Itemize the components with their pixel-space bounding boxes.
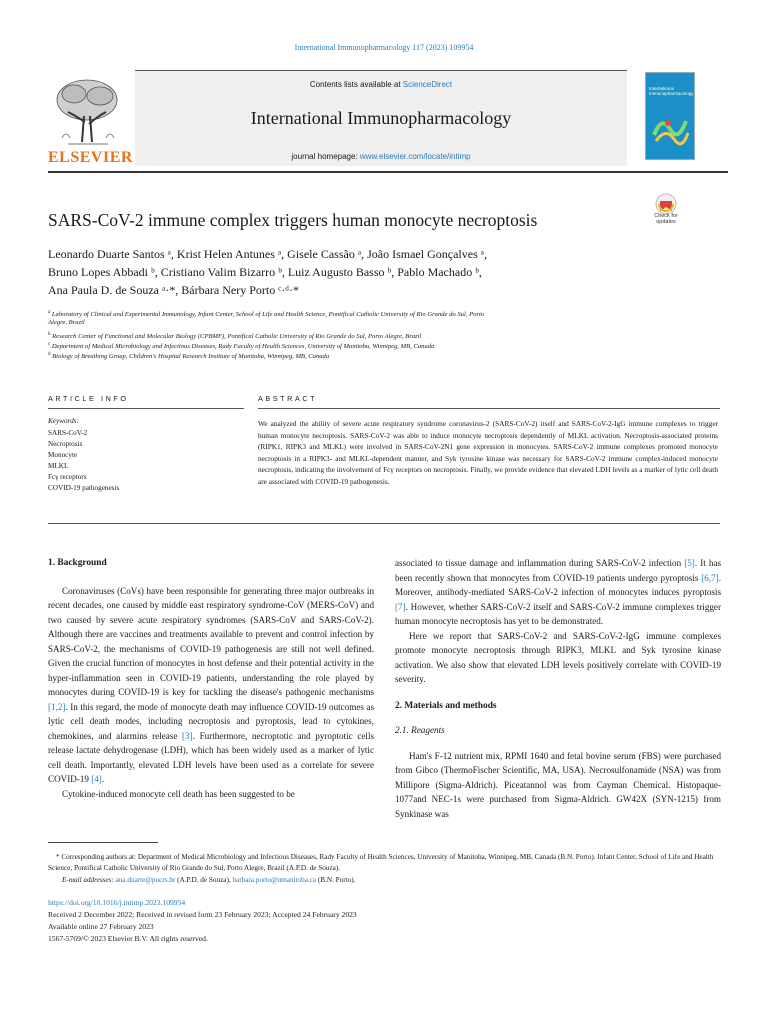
affiliation-marker: d [48,352,51,357]
journal-homepage-link[interactable]: www.elsevier.com/locate/intimp [359,152,471,161]
affiliation-text: Research Center of Functional and Molecular Biology (CPBMF), Pontifical Catholic University of Rio Grande do Sul, Porto Alegre, Brazil [52,333,422,341]
affiliation-marker: a [48,310,51,315]
available-online: Available online 27 February 2023 [48,922,154,931]
paragraph: Cytokine-induced monocyte cell death has been suggested to be [62,788,295,799]
keyword-item: SARS-CoV-2 [48,429,88,437]
section-2-1-title: 2.1. Reagents [395,725,445,735]
affiliation-d [48,350,628,362]
email-addresses [62,875,734,886]
corresponding-author-note: * Corresponding authors at: Department of Medical Microbiology and Infectious Diseases, Rady Faculty of Health Sciences, University of Manitoba, Winnipeg, MB, Canada (B.N. Porto). Infant Center, School of Life and Health Science, Pontifical Catholic University of Rio Grande do Sul, Porto Alegre, Brazil (A.P.D. de Souza). [48,853,714,873]
received-dates: Received 2 December 2022; Received in revised form 23 February 2023; Accepted 24 February 2023 [48,910,357,919]
keyword-item: Fcγ receptors [48,473,87,481]
keyword-item: MLKL [48,462,69,470]
journal-cover-image[interactable] [645,72,695,160]
text-run: . In this regard, the mode of monocyte death may influence COVID-19 outcomes as lytic cell death modes, including necroptosis and pyroptosis, lead to cytokines, chemokines, and alarmins release [48,701,374,741]
email-owner: (A.P.D. de Souza), [175,876,233,884]
journal-title: International Immunopharmacology [250,108,512,128]
abstract-heading: ABSTRACT [258,394,318,403]
doi-link[interactable]: https://doi.org/10.1016/j.intimp.2023.109954 [48,898,186,907]
affiliation-text: Alegre, Brazil [48,319,85,326]
running-head[interactable]: International Immunopharmacology 117 (2023) 109954 [294,43,474,52]
affiliation-marker: c [48,342,51,347]
citation-link[interactable]: [7] [395,601,406,612]
homepage-line [135,152,627,161]
article-info-heading: ARTICLE INFO [48,394,129,403]
text-run: . It has been recently shown that monocytes from COVID-19 patients undergo pyroptosis [395,558,721,583]
body-right-column [395,556,721,821]
keyword-item: COVID-19 pathogenesis [48,484,120,492]
contents-line [135,80,627,89]
text-run: . Furthermore, necroptotic and pyroptotic cells release lactate dehydrogenase (LDH), which has been widely used as a marker of lytic cell death. Importantly, elevated LDH levels have been used as a correlate for severe COVID-19 [48,730,375,784]
homepage-prefix: journal homepage: [291,152,360,161]
crossmark-label-line2: updates [656,219,676,226]
sciencedirect-link[interactable]: ScienceDirect [402,80,453,89]
paragraph: Here we report that SARS-CoV-2 and SARS-CoV-2-IgG immune complexes promote monocyte necroptosis through RIPK3, MLKL and Syk tyrosine kinase activation. We also show that elevated LDH levels positively correlate with COVID-19 severity. [395,630,721,684]
article-info-rule [48,408,244,409]
abstract-text: We analyzed the ability of severe acute respiratory syndrome coronavirus-2 (SARS-CoV-2) itself and SARS-CoV-2-IgG immune complexes to trigger human monocyte necroptosis. SARS-CoV-2 was able to induce monocyte necroptosis dependently of MLKL activation. Necroptosis-associated proteins (RIPK1, RIPK3 and MLKL) were involved in SARS-CoV-2N1 gene expression in monocytes. SARS-CoV-2 immune complexes promoted monocyte necroptosis in a RIPK3- and MLKL-dependent manner, and Syk tyrosine kinase was necessary for SARS-CoV-2 immune complex-induced monocyte necroptosis, indicating the involvement of Fcγ receptors on necroptosis. Finally, we provide evidence that elevated LDH levels as a marker of lytic cell death are associated with COVID-19 pathogenesis. [258,419,718,486]
crossmark-label[interactable] [640,213,692,225]
keywords-label: Keywords: [48,417,79,425]
author-line-3: Ana Paula D. de Souza ᵃ·*, Bárbara Nery Porto ᶜ·ᵈ·* [48,283,300,297]
section-1-title: 1. Background [48,558,107,568]
text-run: . Moreover, antibody-mediated SARS-CoV-2 infection of monocytes induces pyroptosis [395,572,721,597]
paragraph [48,584,374,787]
author-line-1: Leonardo Duarte Santos ᵃ, Krist Helen Antunes ᵃ, Gisele Cassão ᵃ, João Ismael Gonçalves ᵃ, [48,247,488,261]
affiliation-text: Department of Medical Microbiology and Infectious Diseases, Rady Faculty of Health Sciences, University of Manitoba, Winnipeg, MB, Canada [51,343,435,351]
email-owner: (B.N. Porto). [316,876,356,884]
keyword-item: Monocyte [48,451,78,459]
article-title: SARS-CoV-2 immune complex triggers human monocyte necroptosis [48,210,538,230]
citation-link[interactable]: [4] [91,774,102,784]
copyright-line: 1567-5769/© 2023 Elsevier B.V. All rights reserved. [48,934,208,943]
section-2-title: 2. Materials and methods [395,700,497,711]
author-line-2: Bruno Lopes Abbadi ᵇ, Cristiano Valim Bizarro ᵇ, Luiz Augusto Basso ᵇ, Pablo Machado ᵇ, [48,265,482,279]
cover-title: International Immunopharmacology [649,86,694,97]
keyword-item: Necroptosis [48,440,83,448]
cover-molecule-art [650,105,690,149]
email-label: E-mail addresses: [62,876,114,884]
footnote-rule [48,842,158,843]
body-left-column [48,556,374,801]
text-run: . However, whether SARS-CoV-2 itself and SARS-CoV-2 immune complexes trigger human monocyte necroptosis has yet to be demonstrated. [395,601,721,626]
citation-link[interactable]: [6,7] [701,572,719,583]
text-run: Coronaviruses (CoVs) have been responsible for generating three major outbreaks in recent decades, one caused by middle east respiratory syndrome-CoV (MERS-CoV) and two caused by severe acute respiratory syndromes (SARS-CoV and SARS-CoV-2). Although there are vaccines and treatments available to prevent and control infection by SARS-CoV-2, the mechanisms of COVID-19 pathogenesis are still not well defined. Given the crucial function of monocytes in host defense and their potential activity in the hyper-inflammation seen in COVID-19 patients, understanding the role played by monocytes during COVID-19 is key for tackling the disease's pathogenic mechanisms [48,585,374,697]
crossmark-label-line1: Check for [654,213,678,219]
abstract-rule [258,408,720,409]
paragraph: Ham's F-12 nutrient mix, RPMI 1640 and fetal bovine serum (FBS) were purchased from Gibco (ThermoFischer Scientific, MA, USA). Necrosulfonamide (NSA) was from Millipore (Sigma-Aldrich). Piceatannol was from Cayman Chemical. Histopaque-1077and NEC-1s were purchased from Sigma-Aldrich. GW42X (SYN-1215) from Synkinase was [395,750,721,819]
citation-link[interactable]: [5] [684,558,695,568]
email-link[interactable]: barbara.porto@umanitoba.ca [232,876,317,884]
header-divider [48,171,728,173]
email-link[interactable]: ana.duarte@pucrs.br [115,876,176,884]
affiliation-marker: b [48,332,51,337]
contents-prefix: Contents lists available at [309,80,403,89]
text-run: associated to tissue damage and inflammation during SARS-CoV-2 infection [395,558,685,568]
affiliation-text: Biology of Breathing Group, Children's Hospital Research Institute of Manitoba, Winnipeg, MB, Canada [52,353,330,361]
affiliation-text: Laboratory of Clinical and Experimental Immunology, Infant Center, School of Life and Health Science, Pontifical Catholic University of Rio Grande do Sul, Porto [51,311,485,319]
publisher-wordmark[interactable]: ELSEVIER [48,149,133,166]
text-run: . [101,774,105,784]
citation-link[interactable]: [3] [182,730,193,741]
citation-link[interactable]: [1,2] [48,701,66,712]
paragraph [395,556,721,629]
affiliation-a-cont [48,318,628,328]
front-matter-rule [48,523,720,524]
